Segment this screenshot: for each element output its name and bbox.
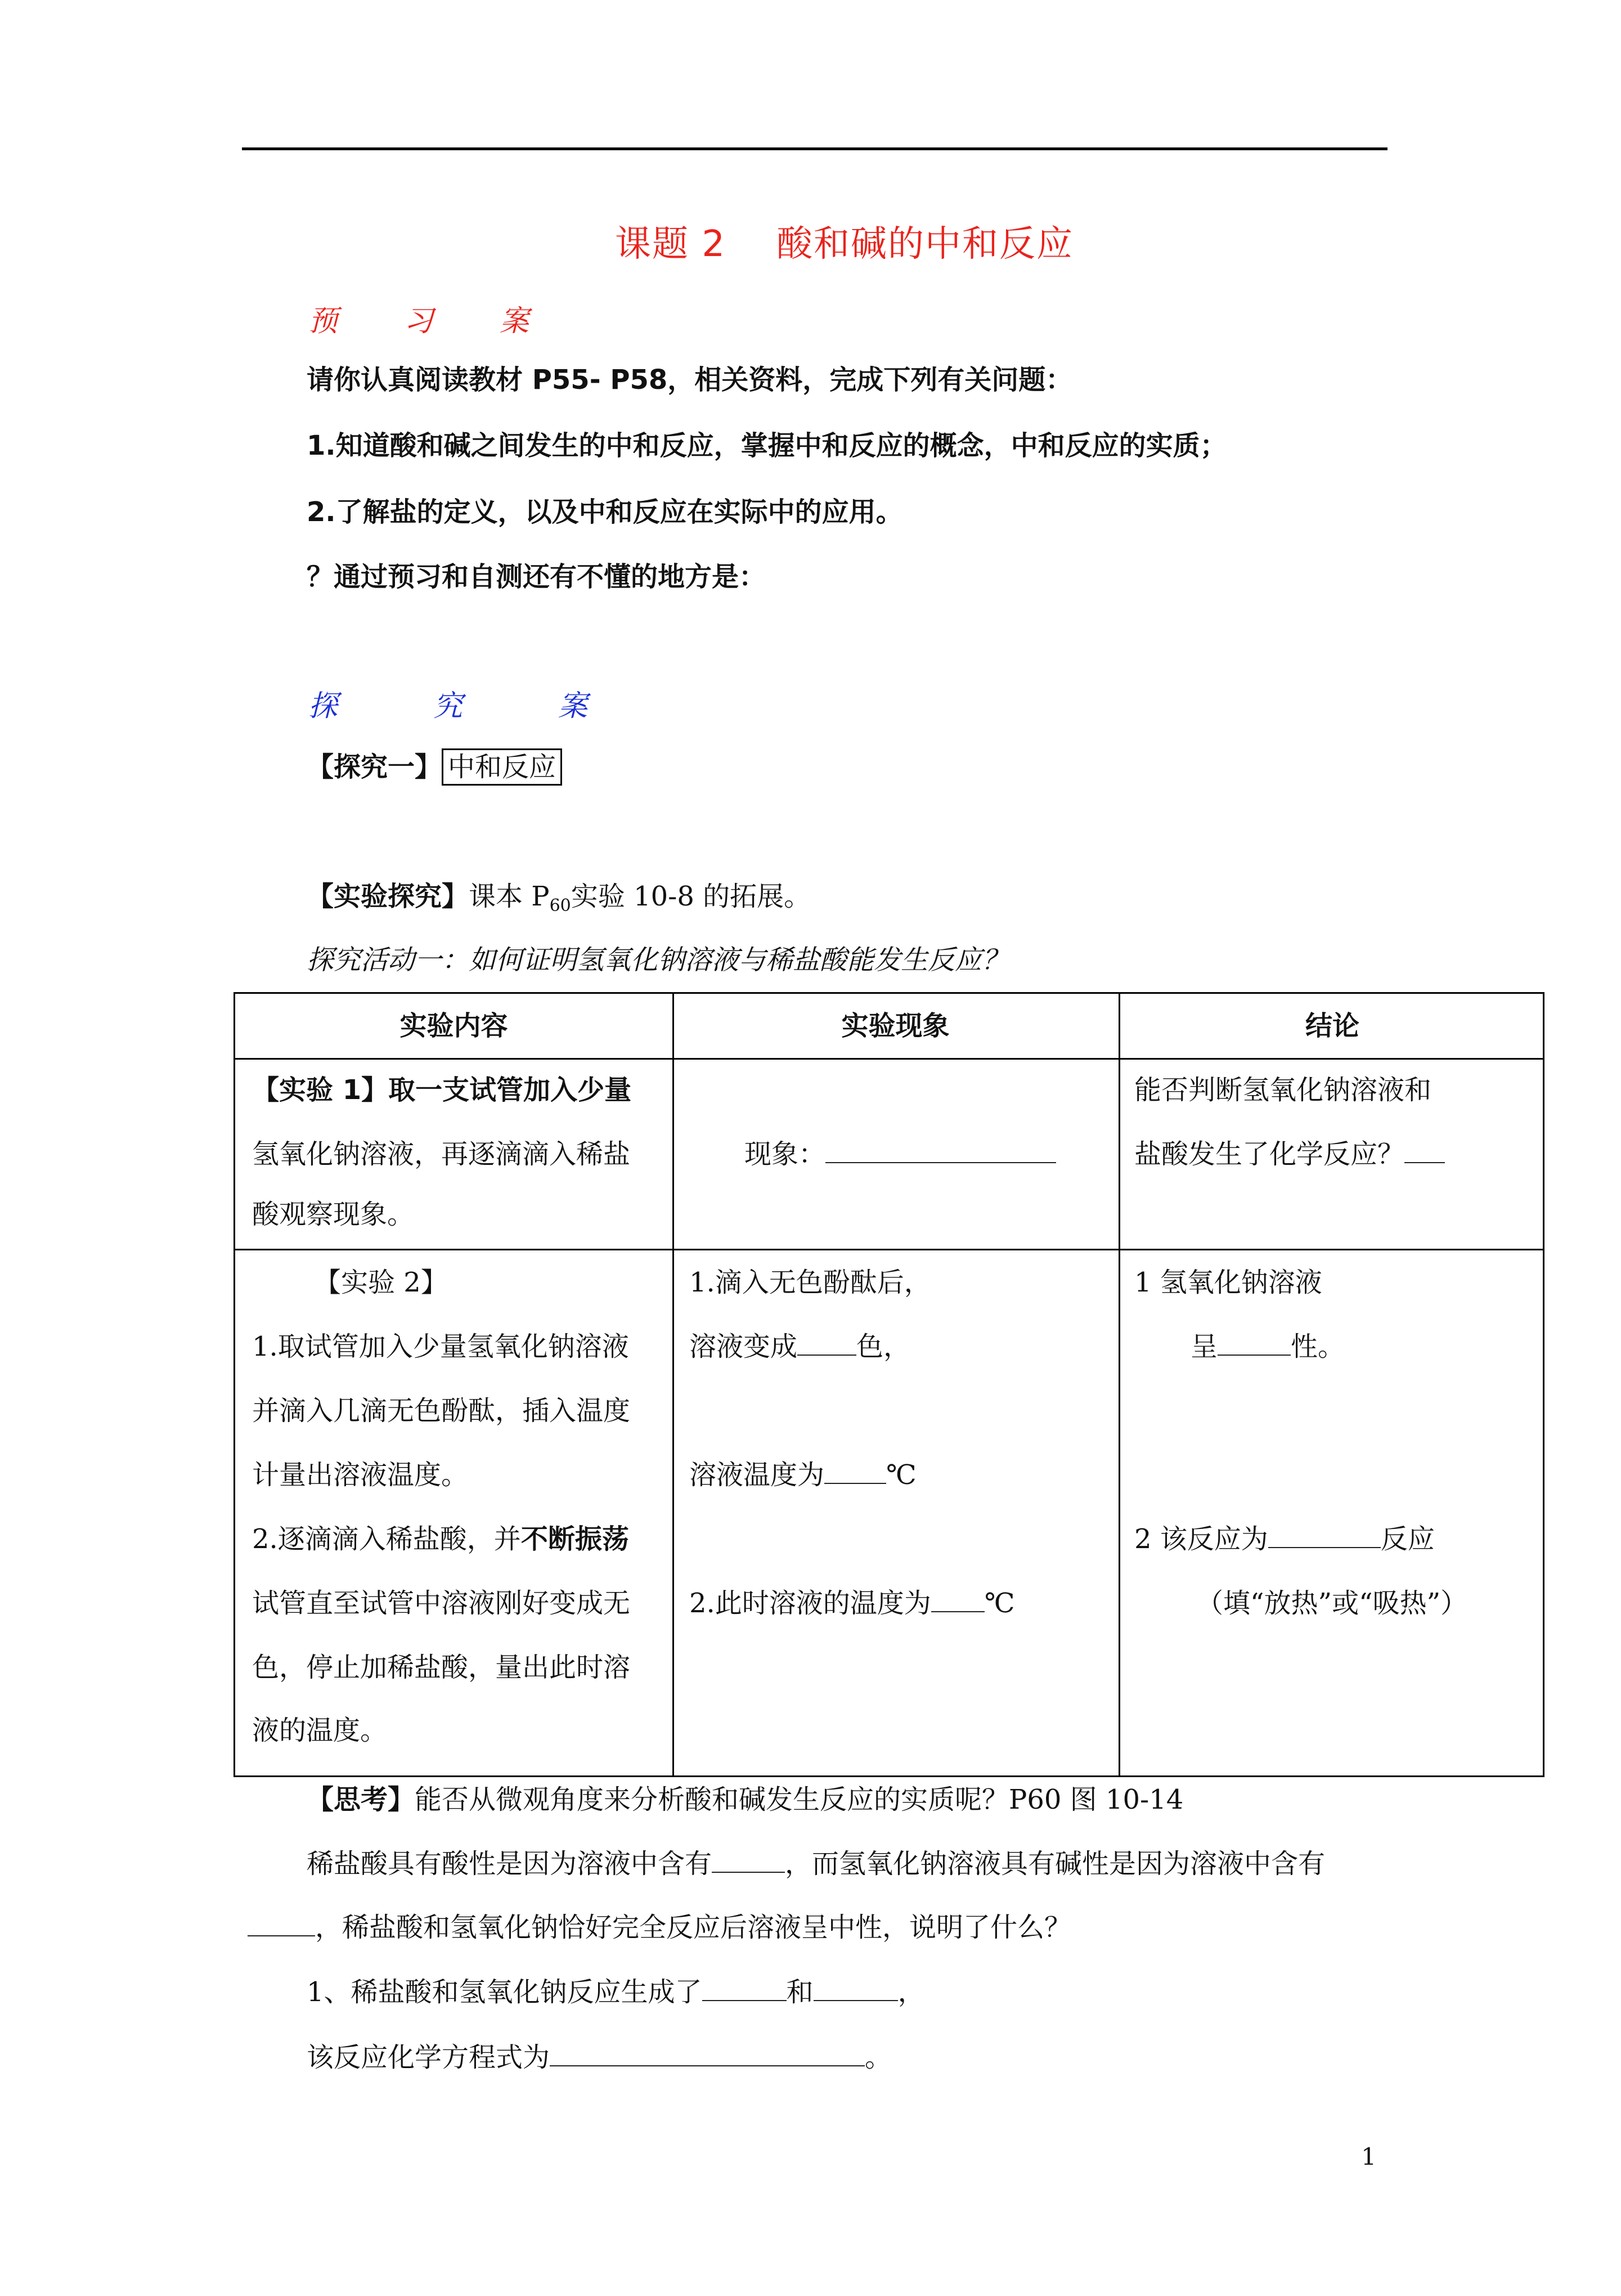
preview-heading: 预 习 案 bbox=[308, 304, 529, 338]
answer-blank[interactable] bbox=[814, 1977, 898, 2001]
preview-item-1: 1.知道酸和碱之间发生的中和反应，掌握中和反应的概念，中和反应的实质； bbox=[307, 430, 1227, 461]
think-label: 【思考】 bbox=[307, 1784, 415, 1815]
section1-line bbox=[307, 750, 562, 784]
row1-content-line: 氢氧化钠溶液，再逐滴滴入稀盐 bbox=[252, 1138, 631, 1170]
row2-conclusion-line: 呈 性。 bbox=[1191, 1331, 1345, 1362]
think-line: 【思考】能否从微观角度来分析酸和碱发生反应的实质呢？P60 图 10-14 bbox=[307, 1784, 1184, 1815]
title-number: 课题 2 bbox=[615, 223, 726, 265]
experiment-table bbox=[234, 992, 1544, 1777]
answer-blank[interactable] bbox=[248, 1913, 315, 1936]
row2-conclusion-line: 1 氢氧化钠溶液 bbox=[1134, 1267, 1322, 1298]
think-paragraph-line: ，稀盐酸和氢氧化钠恰好完全反应后溶液呈中性，说明了什么？ bbox=[248, 1911, 1071, 1944]
experiment-line: 【实验探究】课本 $P_{60}$实验 10-8 的拓展。 bbox=[307, 881, 811, 916]
table-divider bbox=[672, 994, 674, 1775]
answer-blank[interactable] bbox=[1268, 1524, 1381, 1548]
answer-blank[interactable] bbox=[824, 1460, 886, 1484]
row1-content-line: 酸观察现象。 bbox=[252, 1199, 415, 1230]
row2-content-line: 液的温度。 bbox=[252, 1715, 388, 1746]
preview-intro: 请你认真阅读教材 P55- P58，相关资料，完成下列有关问题： bbox=[307, 364, 1073, 396]
table-divider bbox=[1119, 994, 1120, 1775]
row2-content-line: 计量出溶液温度。 bbox=[252, 1459, 469, 1491]
section1-label: 【探究一】 bbox=[307, 751, 442, 783]
header-conclusion: 结论 bbox=[1305, 1010, 1359, 1042]
row2-content-line: 1.取试管加入少量氢氧化钠溶液 bbox=[252, 1331, 629, 1362]
row1-content-line: 【实验 1】取一支试管加入少量 bbox=[252, 1074, 632, 1106]
row2-phenomenon-line: 溶液温度为 ℃ bbox=[689, 1459, 917, 1491]
preview-item-2: 2.了解盐的定义，以及中和反应在实际中的应用。 bbox=[307, 496, 903, 528]
row2-content-line: 【实验 2】 bbox=[314, 1267, 448, 1298]
answer-blank[interactable] bbox=[1218, 1332, 1291, 1356]
row1-conclusion-line: 盐酸发生了化学反应？ bbox=[1134, 1122, 1445, 1186]
row2-conclusion-line: 2 该反应为 反应 bbox=[1134, 1523, 1435, 1555]
think-question-2: 该反应化学方程式为 。 bbox=[307, 2042, 892, 2073]
answer-blank[interactable] bbox=[1404, 1140, 1445, 1163]
row2-phenomenon-line: 溶液变成 色， bbox=[689, 1331, 911, 1362]
row2-content-line: 2.逐滴滴入稀盐酸，并不断振荡 bbox=[252, 1523, 629, 1555]
row2-content-line: 试管直至试管中溶液刚好变成无 bbox=[252, 1588, 631, 1619]
header-phenomenon: 实验现象 bbox=[841, 1010, 950, 1042]
title-main: 酸和碱的中和反应 bbox=[776, 223, 1074, 265]
preview-item-3: ？通过预习和自测还有不懂的地方是： bbox=[307, 561, 766, 593]
header-content: 实验内容 bbox=[399, 1010, 508, 1042]
row2-phenomenon-line: 1.滴入无色酚酞后， bbox=[689, 1267, 931, 1298]
explore-heading: 探 究 案 bbox=[308, 689, 588, 723]
header-rule bbox=[242, 147, 1387, 150]
answer-blank[interactable] bbox=[702, 1977, 787, 2001]
page-title bbox=[615, 215, 1074, 267]
answer-blank[interactable] bbox=[550, 2043, 865, 2066]
activity-question: 探究活动一：如何证明氢氧化钠溶液与稀盐酸能发生反应？ bbox=[307, 944, 1009, 976]
experiment-label: 【实验探究】 bbox=[307, 881, 469, 912]
row2-content-line: 并滴入几滴无色酚酞，插入温度 bbox=[252, 1395, 631, 1427]
think-question-1: 1、稀盐酸和氢氧化钠反应生成了 和 ， bbox=[307, 1976, 925, 2008]
answer-blank[interactable] bbox=[712, 1849, 785, 1873]
answer-blank[interactable] bbox=[797, 1332, 856, 1356]
page-number: 1 bbox=[1361, 2143, 1376, 2171]
row2-phenomenon-line: 2.此时溶液的温度为 ℃ bbox=[689, 1588, 1015, 1619]
answer-blank[interactable] bbox=[825, 1140, 1056, 1163]
row2-content-line: 色，停止加稀盐酸，量出此时溶 bbox=[252, 1652, 631, 1683]
think-paragraph-line: 稀盐酸具有酸性是因为溶液中含有 ，而氢氧化钠溶液具有碱性是因为溶液中含有 bbox=[307, 1848, 1326, 1880]
row2-conclusion-line: （填“放热”或“吸热”） bbox=[1196, 1588, 1468, 1619]
row1-conclusion-line: 能否判断氢氧化钠溶液和 bbox=[1134, 1074, 1432, 1106]
row1-phenomenon: 现象： bbox=[744, 1122, 1056, 1186]
section1-title: 中和反应 bbox=[442, 748, 562, 786]
answer-blank[interactable] bbox=[931, 1589, 985, 1612]
